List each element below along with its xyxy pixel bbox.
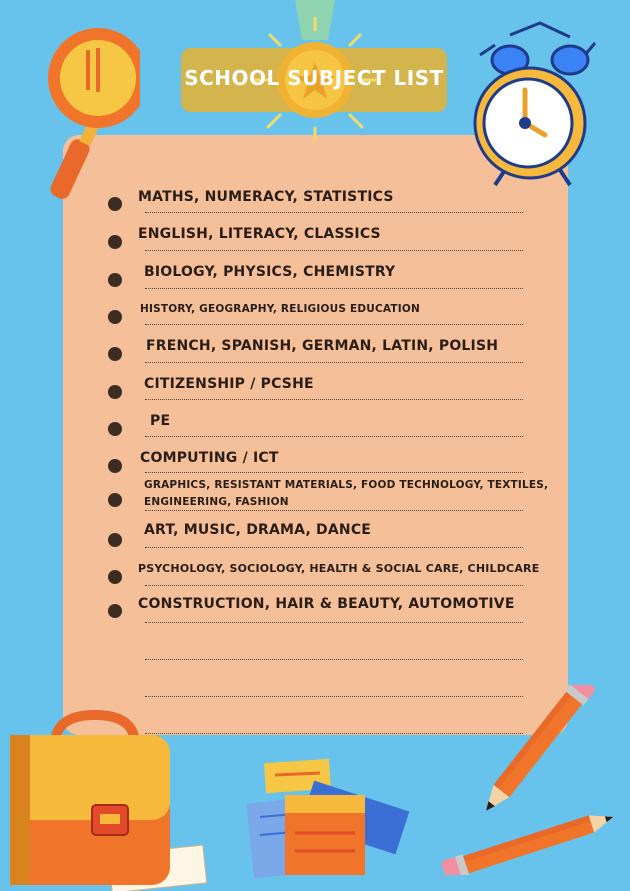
magnifying-glass-icon (40, 20, 140, 205)
subject-label: ART, MUSIC, DRAMA, DANCE (144, 522, 372, 538)
write-line (145, 399, 523, 400)
page-title: SCHOOL SUBJECT LIST (184, 66, 444, 90)
write-line (145, 585, 523, 586)
subject-label: ENGLISH, LITERACY, CLASSICS (138, 226, 381, 242)
write-line (145, 510, 523, 511)
write-line (145, 362, 523, 363)
subject-label: FRENCH, SPANISH, GERMAN, LATIN, POLISH (146, 338, 499, 354)
sticky-notes-icon (245, 755, 410, 891)
subject-label: PSYCHOLOGY, SOCIOLOGY, HEALTH & SOCIAL CARE, CHILDCARE (138, 562, 540, 575)
subject-label: CITIZENSHIP / PCSHE (144, 376, 314, 392)
bullet (108, 570, 122, 584)
bullet (108, 273, 122, 287)
bullet (108, 459, 122, 473)
bullet (108, 197, 122, 211)
bullet (108, 604, 122, 618)
bullet (108, 310, 122, 324)
subject-label: HISTORY, GEOGRAPHY, RELIGIOUS EDUCATION (140, 303, 420, 315)
write-line (145, 212, 523, 213)
bullet (108, 493, 122, 507)
alarm-clock-icon (470, 15, 600, 190)
pencil-icon (420, 685, 620, 875)
bullet (108, 385, 122, 399)
subject-label: BIOLOGY, PHYSICS, CHEMISTRY (144, 264, 396, 280)
subject-label: PE (150, 413, 171, 429)
write-line (145, 324, 523, 325)
write-line (145, 288, 523, 289)
subject-list-paper (63, 135, 568, 735)
write-line (145, 659, 523, 660)
bullet (108, 422, 122, 436)
write-line (145, 472, 523, 473)
bullet (108, 235, 122, 249)
bullet (108, 533, 122, 547)
write-line (145, 622, 523, 623)
briefcase-icon (0, 710, 215, 891)
subject-label: MATHS, NUMERACY, STATISTICS (138, 189, 394, 205)
subject-label: GRAPHICS, RESISTANT MATERIALS, FOOD TECHNOLOGY, TEXTILES, ENGINEERING, FASHION (144, 479, 549, 508)
write-line (145, 436, 523, 437)
write-line (145, 547, 523, 548)
subject-label: CONSTRUCTION, HAIR & BEAUTY, AUTOMOTIVE (138, 596, 515, 612)
subject-label: COMPUTING / ICT (140, 450, 279, 466)
bullet (108, 347, 122, 361)
write-line (145, 250, 523, 251)
